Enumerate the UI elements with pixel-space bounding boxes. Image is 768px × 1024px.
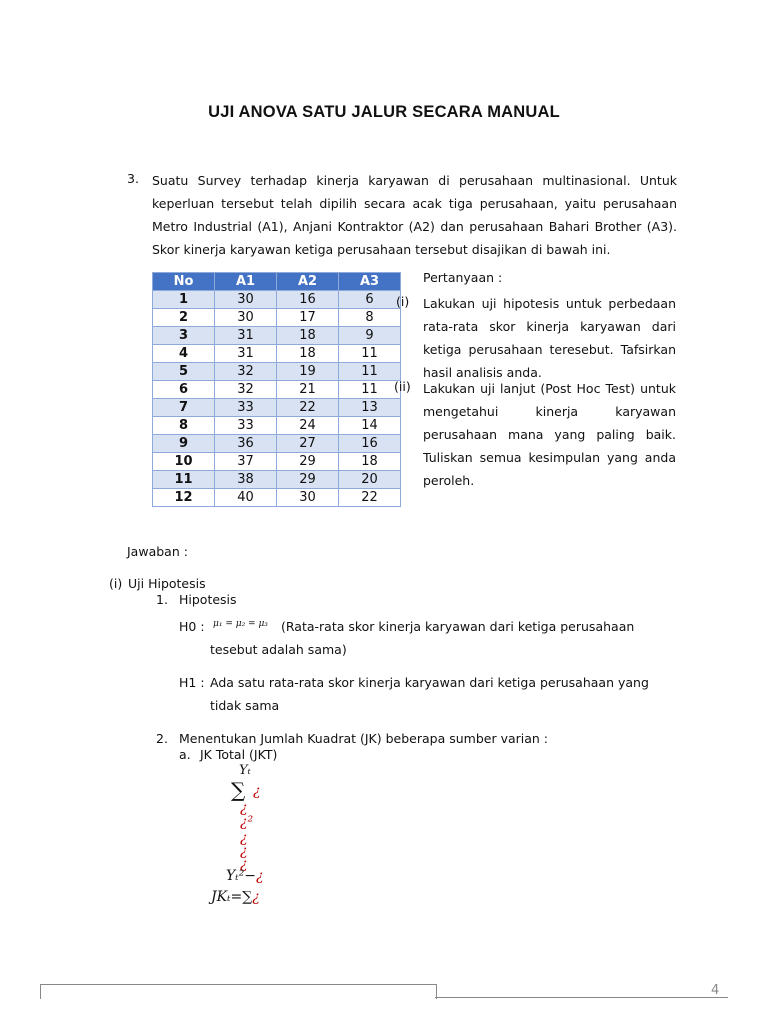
column-header: A1 [215,273,277,291]
table-cell: 37 [215,453,277,471]
document-title: UJI ANOVA SATU JALUR SECARA MANUAL [208,103,560,121]
table-cell: 40 [215,489,277,507]
column-header: No [153,273,215,291]
table-cell: 18 [277,345,339,363]
table-cell: 8 [339,309,401,327]
table-cell: 32 [215,381,277,399]
table-cell: 17 [277,309,339,327]
table-cell: 19 [277,363,339,381]
row-number-cell: 5 [153,363,215,381]
table-cell: 18 [277,327,339,345]
h0-formula: μ₁ = μ₂ = μ₃ [213,619,268,629]
h1-label: H1 : [179,675,205,690]
questions-heading: Pertanyaan : [423,270,503,285]
table-row [153,291,401,309]
question-text: Suatu Survey terhadap kinerja karyawan di perusahaan multinasional. Untuk keperluan tersebut telah dipilih secara acak tiga perusahaan, yaitu perusahaan Metro Industrial (A1), Anjani Kontraktor (A2) dan perusahaan Bahari Brother (A3). Skor kinerja karyawan ketiga perusahaan tersebut disajikan di bawah ini. [152,173,677,257]
table-cell: 30 [215,291,277,309]
formula-term: ¿ [252,889,260,905]
table-cell: 29 [277,471,339,489]
row-number-cell: 6 [153,381,215,399]
table-cell: 18 [339,453,401,471]
table-row [153,453,401,471]
formula-term: ¿ [256,868,264,884]
h0-text: (Rata-rata skor kinerja karyawan dari ketiga perusahaan [281,619,635,634]
formula-line: ¿ [253,783,261,799]
row-number-cell: 8 [153,417,215,435]
question-item-label: (ii) [394,379,411,394]
formula-line: ¿ [240,800,248,816]
table-cell: 30 [215,309,277,327]
row-number-cell: 11 [153,471,215,489]
data-table [152,272,401,507]
footer-box [40,984,437,999]
table-cell: 31 [215,327,277,345]
table-cell: 11 [339,363,401,381]
table-header-row [153,273,401,291]
table-cell: 22 [277,399,339,417]
table-row [153,417,401,435]
table-cell: 14 [339,417,401,435]
table-cell: 9 [339,327,401,345]
table-cell: 33 [215,399,277,417]
formula-line [226,868,264,884]
table-cell: 31 [215,345,277,363]
table-cell: 32 [215,363,277,381]
h0-text-continued: tesebut adalah sama) [210,642,347,657]
column-header: A2 [277,273,339,291]
table-cell: 29 [277,453,339,471]
table-cell: 33 [215,417,277,435]
table-cell: 11 [339,381,401,399]
table-cell: 36 [215,435,277,453]
table-row [153,435,401,453]
formula-line: ¿ [240,830,248,846]
table-cell: 21 [277,381,339,399]
sum-symbol: ∑ [231,778,246,802]
formula-line: ¿ [240,843,248,859]
question-item-text [423,292,676,384]
row-number-cell: 9 [153,435,215,453]
row-number-cell: 3 [153,327,215,345]
question-number: 3. [127,171,139,186]
table-cell: 27 [277,435,339,453]
row-number-cell: 4 [153,345,215,363]
formula-line: ¿² [240,814,254,830]
table-row [153,345,401,363]
step-title: Menentukan Jumlah Kuadrat (JK) beberapa sumber varian : [179,731,549,746]
formula-line: ¿ [240,856,248,872]
step-number: 1. [156,592,168,607]
table-cell: 20 [339,471,401,489]
table-row [153,327,401,345]
question-item-text [423,377,676,492]
table-cell: 16 [339,435,401,453]
table-row [153,363,401,381]
table-cell: 30 [277,489,339,507]
table-cell: 6 [339,291,401,309]
table-row [153,471,401,489]
step-number: 2. [156,731,168,746]
table-row [153,381,401,399]
table-cell: 24 [277,417,339,435]
table-row [153,489,401,507]
h0-label: H0 : [179,619,205,634]
h1-text: Ada satu rata-rata skor kinerja karyawan dari ketiga perusahaan yang [210,675,649,690]
formula-line: Yₜ [239,763,251,778]
question-item-text-content: Lakukan uji lanjut (Post Hoc Test) untuk mengetahui kinerja karyawan perusahaan mana yang paling baik. Tuliskan semua kesimpulan yang anda peroleh. [423,381,676,488]
page-number: 4 [711,983,720,998]
answer-heading: Jawaban : [127,544,188,559]
question-item-label: (i) [396,294,410,309]
part-label: (i) [109,576,123,591]
column-header: A3 [339,273,401,291]
row-number-cell: 2 [153,309,215,327]
formula-term: Yₜ²− [226,868,257,884]
table-row [153,309,401,327]
table-cell: 16 [277,291,339,309]
part-title: Uji Hipotesis [128,576,206,591]
question-item-text-content: Lakukan uji hipotesis untuk perbedaan rata-rata skor kinerja karyawan dari ketiga perusahaan teresebut. Tafsirkan hasil analisis anda. [423,296,676,380]
formula-line [211,889,260,905]
table-cell: 11 [339,345,401,363]
h1-text-continued: tidak sama [210,698,280,713]
formula-term: JKₜ=∑ [211,889,253,905]
row-number-cell: 1 [153,291,215,309]
row-number-cell: 10 [153,453,215,471]
table-cell: 13 [339,399,401,417]
table-cell: 22 [339,489,401,507]
sub-step-title: JK Total (JKT) [200,747,278,762]
sub-step-label: a. [179,747,191,762]
row-number-cell: 7 [153,399,215,417]
table-cell: 38 [215,471,277,489]
table-row [153,399,401,417]
footer-rule [435,997,728,998]
step-title: Hipotesis [179,592,237,607]
row-number-cell: 12 [153,489,215,507]
